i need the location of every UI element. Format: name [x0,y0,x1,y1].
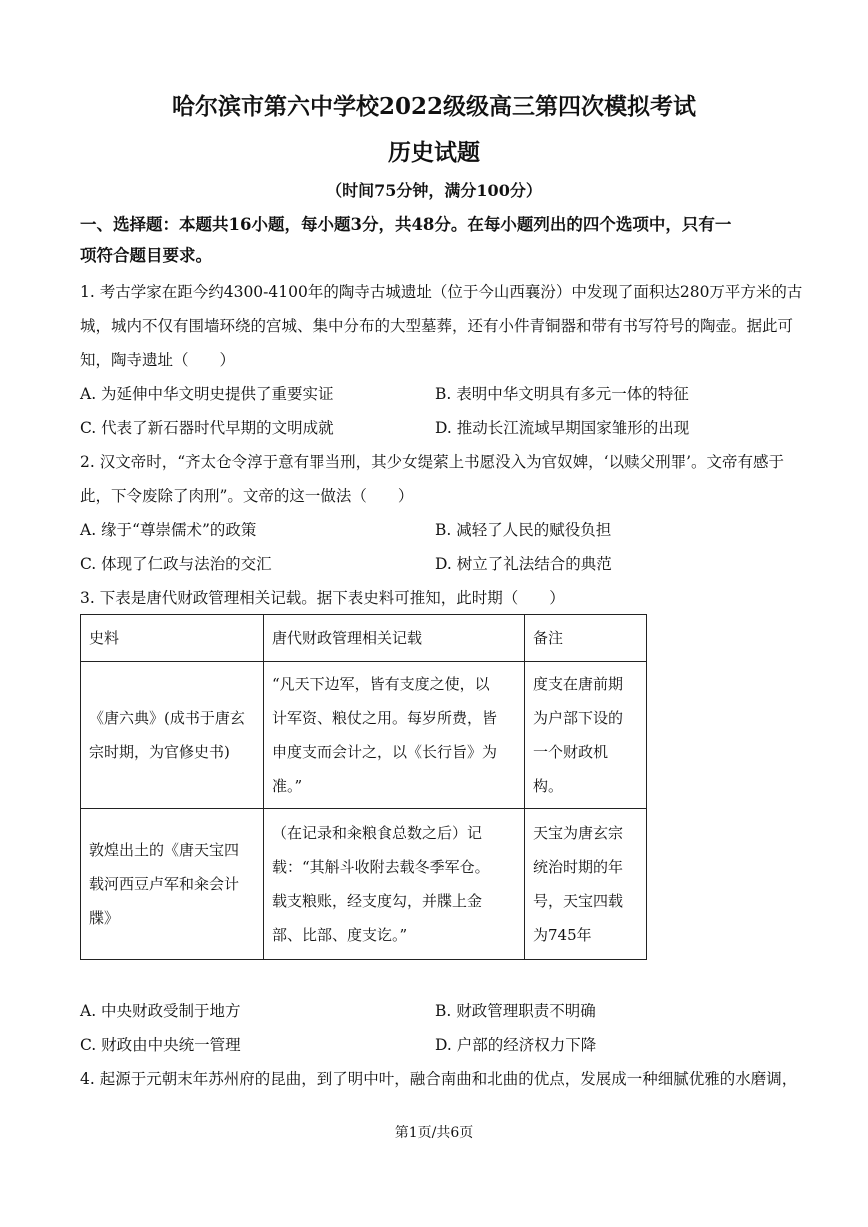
q2-option-a[interactable]: A. 缘于“尊崇儒术”的政策 [80,521,257,539]
q1-stem-line2: 城，城内不仅有围墙环绕的宫城、集中分布的大型墓葬，还有小件青铜器和带有书写符号的陶壶。据此可 [80,317,794,335]
q3-option-a[interactable]: A. 中央财政受制于地方 [80,1002,241,1020]
q3-stem: 3. 下表是唐代财政管理相关记载。据下表史料可推知，此时期（ ） [80,589,565,607]
cell-line: 准。” [272,777,303,795]
q1-option-c[interactable]: C. 代表了新石器时代早期的文明成就 [80,419,334,437]
cell-line: 牒》 [89,909,120,927]
cell-line: 载：“其斛斗收附去载冬季军仓。 [272,858,490,876]
subject-title: 历史试题 [388,139,480,166]
table-cell-record [264,809,525,960]
cell-line: 度支在唐前期 [533,675,624,693]
q3-option-c[interactable]: C. 财政由中央统一管理 [80,1036,241,1054]
q2-stem-line2: 此，下令废除了肉刑”。文帝的这一做法（ ） [80,487,414,505]
cell-line: 统治时期的年 [533,858,624,876]
cell-line: 为户部下设的 [533,709,624,727]
q2-option-d[interactable]: D. 树立了礼法结合的典范 [435,555,612,573]
q2-stem-line1: 2. 汉文帝时，“齐太仓令淳于意有罪当刑，其少女缇萦上书愿没入为官奴婢，‘以赎父刑罪’。文帝有感于 [80,453,784,471]
cell-line: 一个财政机 [533,743,609,761]
table-header-row [81,615,647,662]
table-row [81,809,647,960]
cell-line: 宗时期，为官修史书) [89,743,230,761]
table-row [81,662,647,809]
cell-line: 计军资、粮仗之用。每岁所费，皆 [272,709,498,727]
table-cell-source [81,662,264,809]
q2-option-c[interactable]: C. 体现了仁政与法治的交汇 [80,555,272,573]
q2-option-b[interactable]: B. 减轻了人民的赋役负担 [435,521,612,539]
section-heading-line1: 一、选择题：本题共16小题，每小题3分，共48分。在每小题列出的四个选项中，只有一 [80,215,732,234]
q3-option-d[interactable]: D. 户部的经济权力下降 [435,1036,597,1054]
cell-line: 部、比部、度支讫。” [272,926,408,944]
cell-line: 申度支而会计之，以《长行旨》为 [272,743,498,761]
cell-line: 载河西豆卢军和籴会计 [89,875,240,893]
cell-line: 号，天宝四载 [533,892,624,910]
q1-option-b[interactable]: B. 表明中华文明具有多元一体的特征 [435,385,689,403]
cell-line: 天宝为唐玄宗 [533,824,624,842]
page-number: 第1页/共6页 [394,1125,474,1141]
table-cell-source [81,809,264,960]
q1-stem-line1: 1. 考古学家在距今约4300-4100年的陶寺古城遗址（位于今山西襄汾）中发现了面积达280万平方米的古 [80,283,803,301]
time-note: （时间75分钟，满分100分） [326,181,542,200]
exam-title: 哈尔滨市第六中学校2022级级高三第四次模拟考试 [171,93,696,120]
cell-line: “凡天下边军，皆有支度之使，以 [272,675,490,693]
finance-records-table [80,614,647,960]
q3-option-b[interactable]: B. 财政管理职责不明确 [435,1002,596,1020]
cell-line: 载支粮账，经支度勾，并牒上金 [272,892,483,910]
cell-line: 为745年 [533,926,592,944]
q1-option-a[interactable]: A. 为延伸中华文明史提供了重要实证 [80,385,334,403]
table-header-cell: 备注 [525,615,647,662]
table-header-cell: 唐代财政管理相关记载 [264,615,525,662]
cell-line: 《唐六典》(成书于唐玄 [89,709,245,727]
table-cell-note [525,662,647,809]
q4-stem-line1: 4. 起源于元朝末年苏州府的昆曲，到了明中叶，融合南曲和北曲的优点，发展成一种细腻优雅的水磨调， [80,1070,798,1088]
table-header-cell: 史料 [81,615,264,662]
cell-line: （在记录和籴粮食总数之后）记 [272,824,483,842]
section-heading-line2: 项符合题目要求。 [80,246,212,265]
cell-line: 构。 [533,777,564,795]
table-cell-note [525,809,647,960]
cell-line: 敦煌出土的《唐天宝四 [89,841,240,859]
q1-option-d[interactable]: D. 推动长江流域早期国家雏形的出现 [435,419,690,437]
table-cell-record [264,662,525,809]
q1-stem-line3: 知，陶寺遗址（ ） [80,351,236,369]
